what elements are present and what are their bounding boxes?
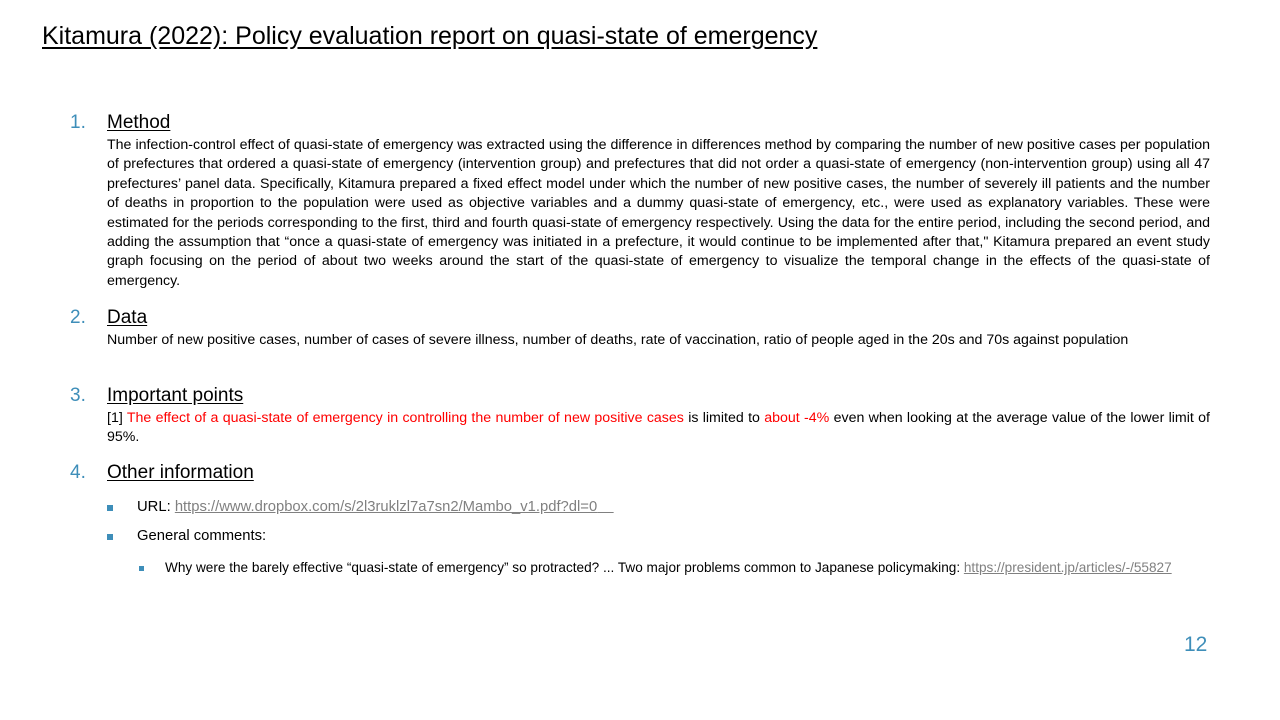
important-points-text bbox=[107, 409, 1210, 448]
method-description: The infection-control effect of quasi-state of emergency was extracted using the difference in differences method by comparing the number of new positive cases per population of prefectures that ordered a quasi-state of emergency (intervention group) and prefectures that did not order a quasi-state of emergency (non-intervention group) using all 47 prefectures’ panel data. Specifically, Kitamura prepared a fixed effect model under which the number of new positive cases, the number of severely ill patients and the number of deaths in proportion to the population were used as objective variables and a dummy quasi-state of emergency, etc., were used as explanatory variables. These were estimated for the periods corresponding to the first, third and fourth quasi-state of emergency respectively. Using the data for the entire period, including the second period, and adding the assumption that “once a quasi-state of emergency was initiated in a prefecture, it would continue to be implemented after that," Kitamura prepared an event study graph focusing on the period of about two weeks around the start of the quasi-state of emergency to visualize the temporal change in the effects of the quasi-state of emergency. bbox=[107, 137, 1210, 289]
section-method bbox=[70, 112, 1210, 291]
text-connector: is limited to bbox=[683, 410, 765, 426]
section-number: 3. bbox=[70, 385, 86, 406]
section-heading: Important points bbox=[107, 385, 244, 406]
url-item bbox=[137, 499, 614, 515]
reference-marker: [1] bbox=[107, 410, 127, 426]
sub-bullet-square-icon bbox=[139, 566, 144, 571]
section-heading: Data bbox=[107, 307, 148, 328]
section-number: 2. bbox=[70, 307, 86, 328]
section-important-points bbox=[70, 385, 1210, 448]
bullet-square-icon bbox=[107, 505, 113, 511]
section-heading: Method bbox=[107, 112, 171, 133]
comment-text: Why were the barely effective “quasi-state of emergency” so protracted? ... Two major problems common to Japanese policymaking: bbox=[165, 560, 964, 575]
comment-item bbox=[165, 559, 1215, 577]
highlight-percentage: about -4% bbox=[764, 410, 830, 426]
president-article-link[interactable]: https://president.jp/articles/-/55827 bbox=[963, 560, 1172, 575]
url-label: URL: bbox=[137, 499, 175, 515]
section-heading: Other information bbox=[107, 462, 254, 483]
data-description: Number of new positive cases, number of cases of severe illness, number of deaths, rate of vaccination, ratio of people aged in the 20s and 70s against population bbox=[107, 332, 1129, 348]
section-other-information bbox=[70, 462, 1210, 486]
slide-title: Kitamura (2022): Policy evaluation report on quasi-state of emergency bbox=[42, 22, 818, 50]
text-ending: even when looking at the average value of the lower limit of 95%. bbox=[107, 410, 1210, 446]
section-number: 1. bbox=[70, 112, 86, 133]
dropbox-link[interactable]: https://www.dropbox.com/s/2l3ruklzl7a7sn2/Mambo_v1.pdf?dl=0 bbox=[174, 499, 598, 515]
page-number: 12 bbox=[1184, 633, 1208, 656]
section-number: 4. bbox=[70, 462, 86, 483]
highlight-effect: The effect of a quasi-state of emergency in controlling the number of new positive cases bbox=[126, 410, 684, 426]
general-comments-label: General comments: bbox=[137, 528, 267, 544]
bullet-square-icon bbox=[107, 534, 113, 540]
section-data bbox=[70, 307, 1210, 350]
